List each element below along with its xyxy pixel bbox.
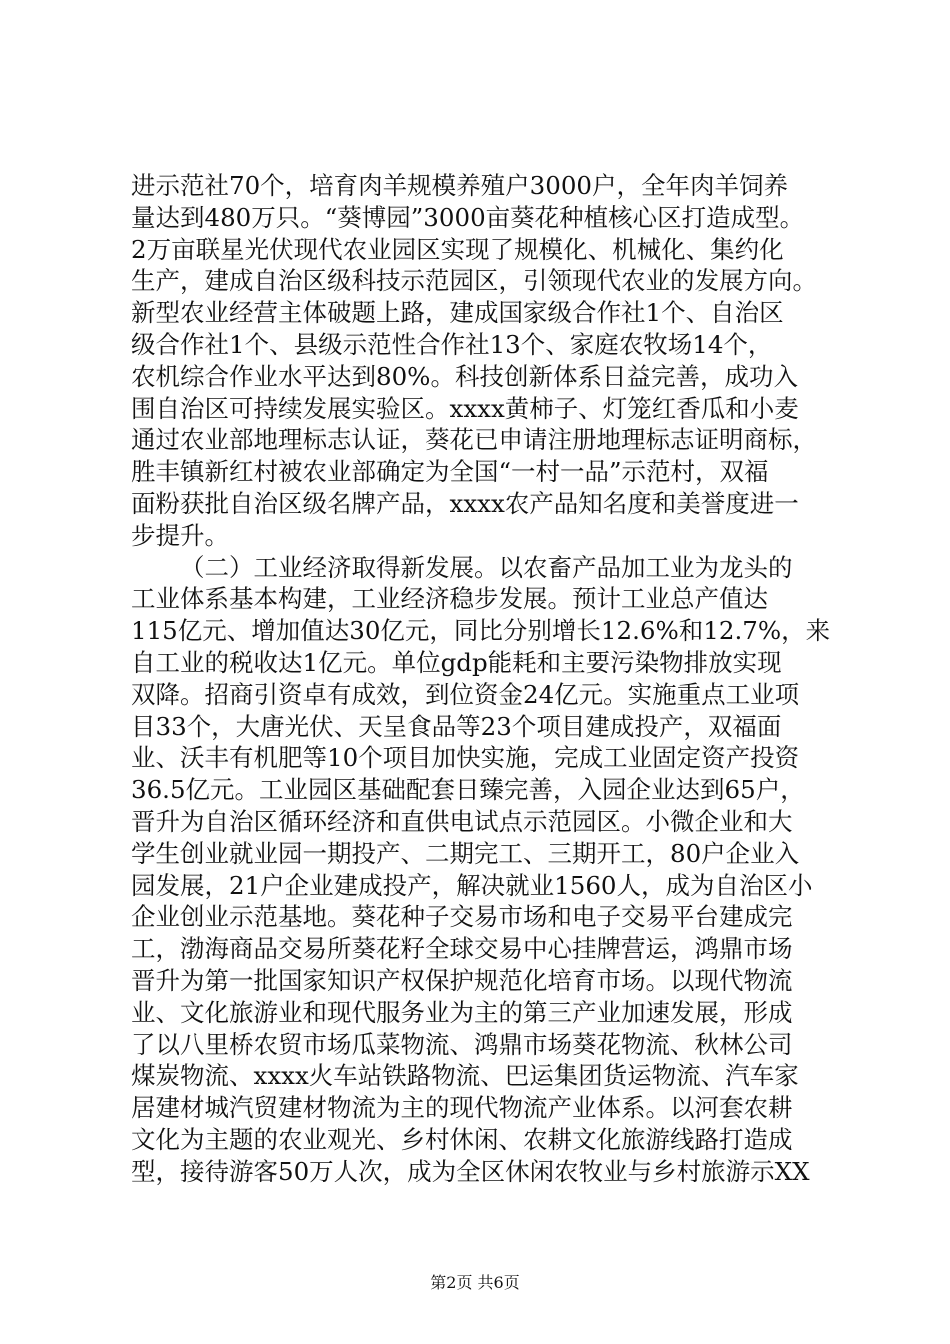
- text-line: 学生创业就业园一期投产、二期完工、三期开工，80户企业入: [131, 838, 800, 868]
- text-line: 胜丰镇新红村被农业部确定为全国“一村一品”示范村，双福: [131, 457, 769, 487]
- body-text: [131, 170, 831, 1188]
- text-line: 工业体系基本构建，工业经济稳步发展。预计工业总产值达: [131, 584, 768, 614]
- text-line: 居建材城汽贸建材物流为主的现代物流产业体系。以河套农耕: [131, 1093, 793, 1123]
- text-line: 晋升为自治区循环经济和直供电试点示范园区。小微企业和大: [131, 806, 793, 836]
- text-line: 步提升。: [131, 520, 229, 550]
- text-line: 业、沃丰有机肥等10个项目加快实施，完成工业固定资产投资: [131, 743, 800, 773]
- text-line: 量达到480万只。“葵博园”3000亩葵花种植核心区打造成型。: [131, 202, 805, 232]
- text-line: 进示范社70个，培育肉羊规模养殖户3000户，全年肉羊饲养: [131, 171, 789, 200]
- text-line: 目33个，大唐光伏、天呈食品等23个项目建成投产，双福面: [131, 711, 782, 741]
- text-line: 企业创业示范基地。葵花种子交易市场和电子交易平台建成完: [131, 902, 793, 932]
- text-line: 36.5亿元。工业园区基础配套日臻完善，入园企业达到65户，: [131, 775, 805, 805]
- text-line: 自工业的税收达1亿元。单位gdp能耗和主要污染物排放实现: [131, 647, 782, 677]
- text-line: 双降。招商引资卓有成效，到位资金24亿元。实施重点工业项: [131, 679, 800, 709]
- text-line: 围自治区可持续发展实验区。xxxx黄柿子、灯笼红香瓜和小麦: [131, 393, 799, 423]
- text-line: 型，接待游客50万人次，成为全区休闲农牧业与乡村旅游示XX: [131, 1156, 810, 1186]
- section-heading: （二）工业经济取得新发展。: [180, 552, 499, 582]
- text-line: 农机综合作业水平达到80%。科技创新体系日益完善，成功入: [131, 361, 798, 391]
- text-line: 新型农业经营主体破题上路，建成国家级合作社1个、自治区: [131, 298, 784, 328]
- text-line: 园发展，21户企业建成投产，解决就业1560人，成为自治区小: [131, 870, 813, 900]
- text-line: 业、文化旅游业和现代服务业为主的第三产业加速发展，形成: [131, 997, 793, 1027]
- page-number-footer: 第2页 共6页: [430, 1273, 520, 1292]
- text-line: 生产，建成自治区级科技示范园区，引领现代农业的发展方向。: [131, 266, 817, 296]
- text-line: 115亿元、增加值达30亿元，同比分别增长12.6%和12.7%，来: [131, 616, 831, 646]
- text-line: 级合作社1个、县级示范性合作社13个、家庭农牧场14个，: [131, 329, 773, 359]
- section-first-line-text: 以农畜产品加工业为龙头的: [498, 552, 793, 582]
- text-line: 晋升为第一批国家知识产权保护规范化培育市场。以现代物流: [131, 965, 793, 995]
- text-line: 工，渤海商品交易所葵花籽全球交易中心挂牌营运，鸿鼎市场: [131, 934, 793, 964]
- text-line: 了以八里桥农贸市场瓜菜物流、鸿鼎市场葵花物流、秋林公司: [131, 1029, 793, 1059]
- text-line: 文化为主题的农业观光、乡村休闲、农耕文化旅游线路打造成: [131, 1124, 793, 1154]
- text-line: 2万亩联星光伏现代农业园区实现了规模化、机械化、集约化: [131, 234, 784, 264]
- section-first-line: [131, 552, 831, 584]
- text-line: 面粉获批自治区级名牌产品，xxxx农产品知名度和美誉度进一: [131, 488, 799, 518]
- text-line: 煤炭物流、xxxx火车站铁路物流、巴运集团货运物流、汽车家: [131, 1061, 799, 1091]
- text-line: 通过农业部地理标志认证，葵花已申请注册地理标志证明商标，: [131, 425, 817, 455]
